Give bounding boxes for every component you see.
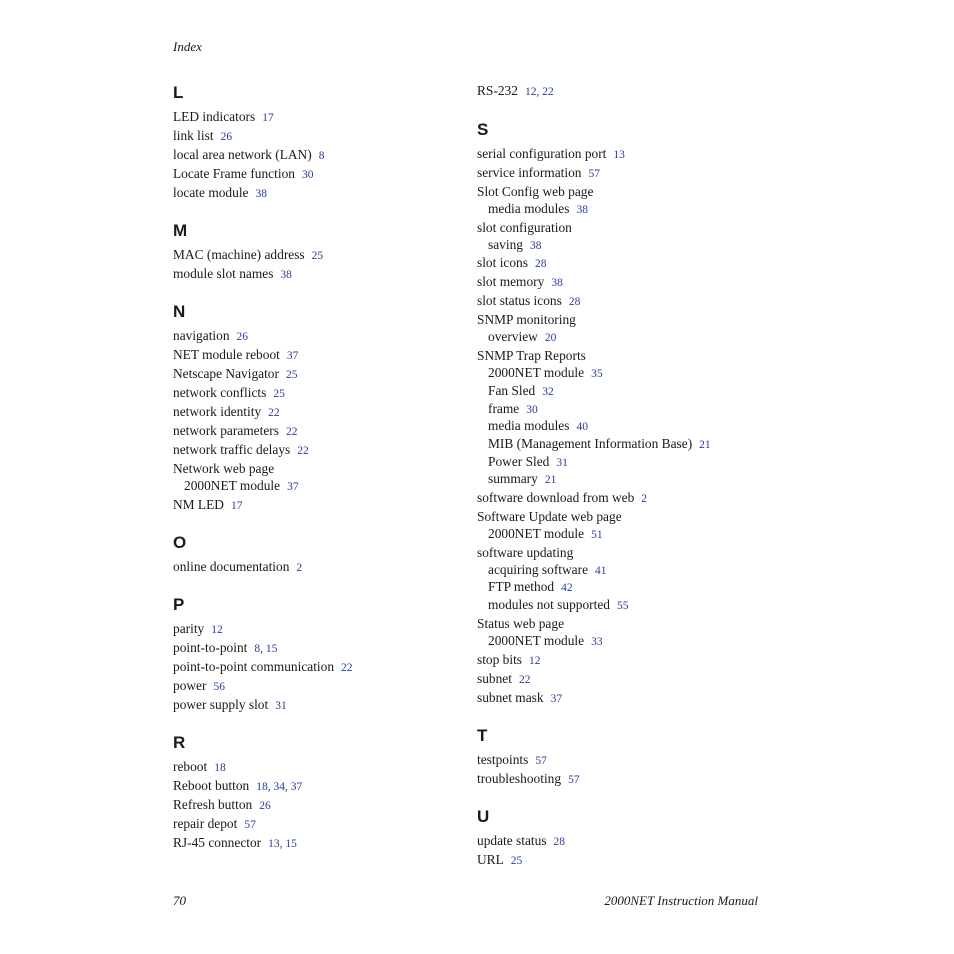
page-references — [268, 407, 280, 419]
index-entry — [477, 689, 777, 708]
index-term: NM LED — [173, 496, 224, 512]
page-link[interactable]: 18 — [256, 780, 268, 793]
section-letter: R — [173, 732, 186, 752]
index-term: Slot Config web page — [477, 184, 594, 199]
page-link[interactable]: 57 — [244, 818, 256, 831]
index-term: point-to-point — [173, 639, 248, 655]
page-link[interactable]: 32 — [542, 385, 554, 398]
index-section-t — [477, 725, 777, 789]
page-link[interactable]: 57 — [568, 773, 580, 786]
page-link[interactable]: 31 — [556, 456, 568, 469]
index-entry — [173, 620, 453, 639]
page-link[interactable]: 22 — [341, 661, 353, 674]
index-section-r — [173, 732, 453, 853]
index-term: power supply slot — [173, 696, 269, 712]
page-references — [231, 500, 243, 512]
page-link[interactable]: 12 — [524, 86, 537, 98]
page-references — [551, 277, 563, 289]
index-entry — [477, 164, 777, 183]
page-link[interactable]: 57 — [588, 168, 600, 180]
page-link[interactable]: 30 — [301, 169, 314, 181]
index-term: Locate Frame function — [173, 166, 295, 181]
page-references — [221, 131, 233, 143]
page-references — [259, 800, 271, 812]
index-entry — [173, 327, 453, 346]
page-references — [211, 624, 223, 636]
page-link[interactable]: 17 — [230, 499, 243, 512]
section-letter: M — [173, 221, 188, 240]
page-link[interactable]: 56 — [213, 680, 225, 693]
page-separator: , — [267, 780, 274, 793]
manual-title: 2000NET Instruction Manual — [604, 893, 758, 908]
page-references — [576, 204, 588, 216]
page-link[interactable]: 38 — [529, 239, 542, 252]
index-entry — [477, 183, 777, 201]
page-link[interactable]: 37 — [286, 350, 299, 362]
index-entry — [173, 815, 453, 834]
index-term: media modules — [488, 201, 570, 216]
index-term: frame — [488, 400, 520, 416]
index-term: MIB (Management Information Base) — [488, 435, 693, 451]
index-entry — [477, 254, 777, 273]
page-references — [588, 168, 600, 180]
index-entry — [173, 384, 453, 403]
index-term: service information — [477, 165, 582, 180]
index-entry-continued — [477, 82, 777, 101]
index-term: parity — [173, 620, 205, 636]
page-link[interactable]: 22 — [268, 407, 280, 419]
index-term: SNMP monitoring — [477, 312, 576, 328]
index-entry — [173, 127, 453, 146]
page-references — [551, 693, 563, 705]
page-references — [256, 781, 302, 793]
page-references — [244, 819, 256, 831]
index-term: testpoints — [477, 751, 529, 767]
index-entry — [477, 292, 777, 311]
page-separator: , — [260, 642, 266, 655]
index-entry — [173, 365, 453, 384]
page-references — [268, 838, 297, 850]
index-term: software download from web — [477, 490, 635, 506]
index-entry — [173, 758, 453, 777]
index-term: network traffic delays — [173, 442, 291, 457]
index-term: local area network (LAN) — [173, 147, 312, 162]
index-section-n — [173, 301, 453, 515]
index-entry — [173, 496, 453, 515]
page-references — [529, 655, 541, 667]
page-link[interactable]: 22 — [542, 86, 554, 98]
index-section-s — [477, 119, 777, 708]
index-entry — [477, 145, 777, 164]
page-link[interactable]: 22 — [518, 673, 531, 686]
section-letter: O — [173, 532, 187, 552]
index-term: overview — [488, 329, 538, 345]
index-term: serial configuration port — [477, 146, 607, 161]
page-link[interactable]: 41 — [595, 564, 607, 577]
index-term: link list — [173, 128, 214, 143]
page-references — [525, 86, 554, 98]
page-link[interactable]: 12 — [211, 623, 223, 636]
page-references — [595, 565, 607, 577]
index-entry — [477, 615, 777, 633]
index-entry — [477, 311, 777, 329]
index-entry — [173, 658, 453, 677]
page-references — [273, 388, 285, 400]
index-term: network conflicts — [173, 385, 267, 400]
index-term: power — [173, 677, 207, 693]
index-entry — [173, 108, 453, 127]
page-references — [568, 774, 580, 786]
index-term: slot icons — [477, 255, 528, 271]
index-term: media modules — [488, 418, 570, 434]
page-link[interactable]: 57 — [535, 754, 547, 767]
page-references — [591, 636, 603, 648]
index-entry — [173, 184, 453, 203]
index-term: 2000NET module — [184, 478, 281, 493]
page-references — [319, 150, 325, 162]
page-link[interactable]: 25 — [311, 250, 324, 262]
index-subentry — [477, 579, 777, 597]
page-references — [545, 474, 557, 486]
section-letter: L — [173, 83, 184, 102]
page-references — [297, 445, 309, 457]
index-term: 2000NET module — [488, 632, 585, 648]
index-term: 2000NET module — [488, 365, 585, 381]
index-subentry — [477, 562, 777, 580]
index-subentry — [477, 383, 777, 401]
page-link[interactable]: 25 — [285, 369, 298, 381]
page-references — [591, 529, 603, 541]
index-subentry — [477, 329, 777, 347]
page-link[interactable]: 26 — [236, 331, 249, 343]
index-term: saving — [488, 236, 523, 252]
index-subentry — [477, 526, 777, 544]
index-term: slot configuration — [477, 219, 572, 235]
index-entry — [173, 441, 453, 460]
index-subentry — [477, 237, 777, 255]
index-entry — [477, 489, 777, 508]
page-link[interactable]: 15 — [265, 642, 278, 655]
page-references — [280, 269, 292, 281]
index-term: MAC (machine) address — [173, 247, 305, 262]
index-section-o — [173, 532, 453, 577]
page-separator: , — [536, 86, 543, 98]
index-term: Software Update web page — [477, 509, 622, 525]
page-references — [519, 674, 531, 686]
page-link[interactable]: 38 — [280, 269, 292, 281]
index-entry — [173, 834, 453, 853]
index-section-l — [173, 82, 453, 203]
index-subentry — [477, 471, 777, 489]
section-letter: T — [477, 725, 488, 745]
index-term: Network web page — [173, 461, 275, 476]
index-entry — [173, 777, 453, 796]
index-term: module slot names — [173, 266, 274, 281]
index-term: Fan Sled — [488, 382, 536, 398]
page-link[interactable]: 34 — [273, 780, 286, 793]
section-letter: P — [173, 594, 185, 614]
index-term: stop bits — [477, 651, 523, 667]
index-subentry — [477, 201, 777, 219]
index-term: NET module reboot — [173, 347, 280, 362]
index-column-right — [477, 82, 777, 887]
page-references — [554, 836, 566, 848]
index-entry — [173, 403, 453, 422]
page-link[interactable]: 37 — [290, 780, 303, 793]
index-entry — [173, 796, 453, 815]
page-link[interactable]: 55 — [617, 600, 629, 613]
page-link[interactable]: 20 — [544, 332, 557, 345]
page-references — [556, 457, 568, 469]
index-term: point-to-point communication — [173, 658, 335, 674]
page-link[interactable]: 21 — [699, 438, 711, 451]
page-link[interactable]: 25 — [510, 854, 523, 867]
index-term: reboot — [173, 758, 208, 774]
index-term: LED indicators — [173, 109, 256, 124]
page-references — [341, 662, 353, 674]
index-section-u — [477, 806, 777, 870]
page-references — [312, 250, 324, 262]
page-separator: , — [285, 780, 291, 793]
page-link[interactable]: 25 — [273, 388, 285, 400]
page-references — [699, 439, 711, 451]
index-entry — [173, 346, 453, 365]
index-term: SNMP Trap Reports — [477, 348, 586, 364]
index-term: modules not supported — [488, 597, 610, 613]
page-link[interactable]: 40 — [576, 421, 588, 434]
index-term: Reboot button — [173, 777, 250, 793]
index-term: Netscape Navigator — [173, 366, 279, 381]
index-subentry — [477, 401, 777, 419]
index-entry — [477, 544, 777, 562]
index-section-p — [173, 594, 453, 715]
page-link[interactable]: 8 — [254, 642, 261, 655]
index-subentry — [477, 633, 777, 651]
page-link[interactable]: 38 — [576, 204, 588, 216]
index-entry — [477, 347, 777, 365]
page-link[interactable]: 28 — [534, 258, 547, 271]
index-section-m — [173, 220, 453, 284]
index-column-left — [173, 82, 453, 870]
page-references — [542, 386, 554, 398]
page-link[interactable]: 51 — [591, 529, 603, 542]
index-term: network identity — [173, 404, 262, 419]
page-link[interactable]: 2 — [641, 493, 648, 506]
page-link[interactable]: 35 — [591, 368, 603, 381]
page-link[interactable]: 30 — [526, 403, 538, 416]
index-entry — [173, 460, 453, 478]
index-term: RJ-45 connector — [173, 834, 262, 850]
running-header: Index — [173, 39, 202, 54]
section-letter: U — [477, 806, 490, 826]
page-link[interactable]: 31 — [275, 699, 287, 712]
index-subentry — [477, 597, 777, 615]
index-term: subnet — [477, 670, 512, 686]
page-references — [296, 562, 302, 574]
index-entry — [477, 508, 777, 526]
page-link[interactable]: 37 — [287, 481, 299, 493]
index-term: URL — [477, 851, 504, 867]
page-references — [591, 368, 603, 380]
index-entry — [173, 696, 453, 715]
page-link[interactable]: 22 — [297, 445, 309, 457]
page-link[interactable]: 21 — [544, 474, 557, 487]
page-link[interactable]: 33 — [591, 635, 603, 648]
page-references — [511, 855, 523, 867]
index-entry — [173, 558, 453, 577]
index-term: troubleshooting — [477, 770, 562, 786]
index-term: navigation — [173, 328, 230, 343]
index-entry — [173, 422, 453, 441]
page-references — [526, 404, 538, 416]
page-number: 70 — [173, 893, 186, 908]
page-references — [254, 643, 277, 655]
index-term: update status — [477, 832, 547, 848]
index-entry — [173, 146, 453, 165]
page-link[interactable]: 42 — [561, 582, 573, 595]
index-entry — [477, 651, 777, 670]
page-references — [535, 755, 547, 767]
index-entry — [477, 851, 777, 870]
page-references — [213, 681, 225, 693]
index-term: online documentation — [173, 558, 290, 574]
page-link[interactable]: 8 — [318, 150, 325, 162]
page-link[interactable]: 28 — [568, 296, 581, 309]
index-entry — [173, 265, 453, 284]
page-references — [275, 700, 287, 712]
index-term: 2000NET module — [488, 526, 585, 542]
page-link[interactable]: 12 — [529, 654, 541, 667]
page-references — [287, 350, 299, 362]
page-references — [237, 331, 249, 343]
page-references — [302, 169, 314, 181]
index-term: acquiring software — [488, 561, 589, 577]
index-entry — [477, 670, 777, 689]
index-term: repair depot — [173, 815, 238, 831]
index-entry — [173, 639, 453, 658]
index-term: subnet mask — [477, 689, 544, 705]
page-separator: , — [279, 837, 286, 850]
index-entry — [477, 770, 777, 789]
page-link[interactable]: 13 — [613, 149, 625, 161]
page-link[interactable]: 38 — [255, 188, 267, 200]
page-link[interactable]: 17 — [262, 112, 274, 124]
page-link[interactable]: 26 — [220, 131, 233, 143]
page-link[interactable]: 15 — [285, 837, 297, 850]
section-letter: N — [173, 302, 186, 321]
index-subentry — [477, 436, 777, 454]
page-references — [255, 188, 267, 200]
index-term: FTP method — [488, 579, 555, 595]
page-references — [214, 762, 226, 774]
section-letter: S — [477, 120, 489, 139]
page-references — [617, 600, 629, 612]
page-references — [576, 421, 588, 433]
index-entry — [477, 273, 777, 292]
index-entry — [477, 832, 777, 851]
page-link[interactable]: 22 — [285, 426, 298, 438]
page-link[interactable]: 2 — [296, 561, 303, 574]
page-references — [545, 332, 557, 344]
page-link[interactable]: 37 — [550, 692, 563, 705]
page-references — [535, 258, 547, 270]
index-term: network parameters — [173, 423, 279, 438]
index-entry — [477, 751, 777, 770]
index-term: Status web page — [477, 615, 565, 631]
page-references — [287, 481, 299, 493]
page-link[interactable]: 13 — [268, 837, 280, 850]
page-references — [641, 493, 647, 505]
index-term: summary — [488, 471, 538, 487]
index-term: Power Sled — [488, 453, 550, 469]
page-references — [286, 426, 298, 438]
index-term: software updating — [477, 544, 574, 560]
page-link[interactable]: 26 — [259, 799, 271, 812]
index-term: slot status icons — [477, 293, 562, 309]
index-subentry — [477, 418, 777, 436]
index-subentry — [477, 454, 777, 472]
page-references — [569, 296, 581, 308]
index-term: RS-232 — [477, 83, 518, 98]
page-references — [613, 149, 625, 161]
index-subentry — [477, 365, 777, 383]
index-entry — [173, 677, 453, 696]
page-references — [262, 112, 274, 124]
index-subentry — [173, 478, 453, 496]
index-entry — [173, 246, 453, 265]
index-term: locate module — [173, 185, 249, 200]
index-term: Refresh button — [173, 796, 253, 812]
page-link[interactable]: 28 — [553, 835, 566, 848]
index-entry — [477, 219, 777, 237]
page-link[interactable]: 18 — [214, 761, 226, 774]
page-references — [561, 582, 573, 594]
page-link[interactable]: 38 — [551, 277, 563, 290]
page-references — [530, 240, 542, 252]
index-entry — [173, 165, 453, 184]
page-references — [286, 369, 298, 381]
index-term: slot memory — [477, 274, 545, 290]
